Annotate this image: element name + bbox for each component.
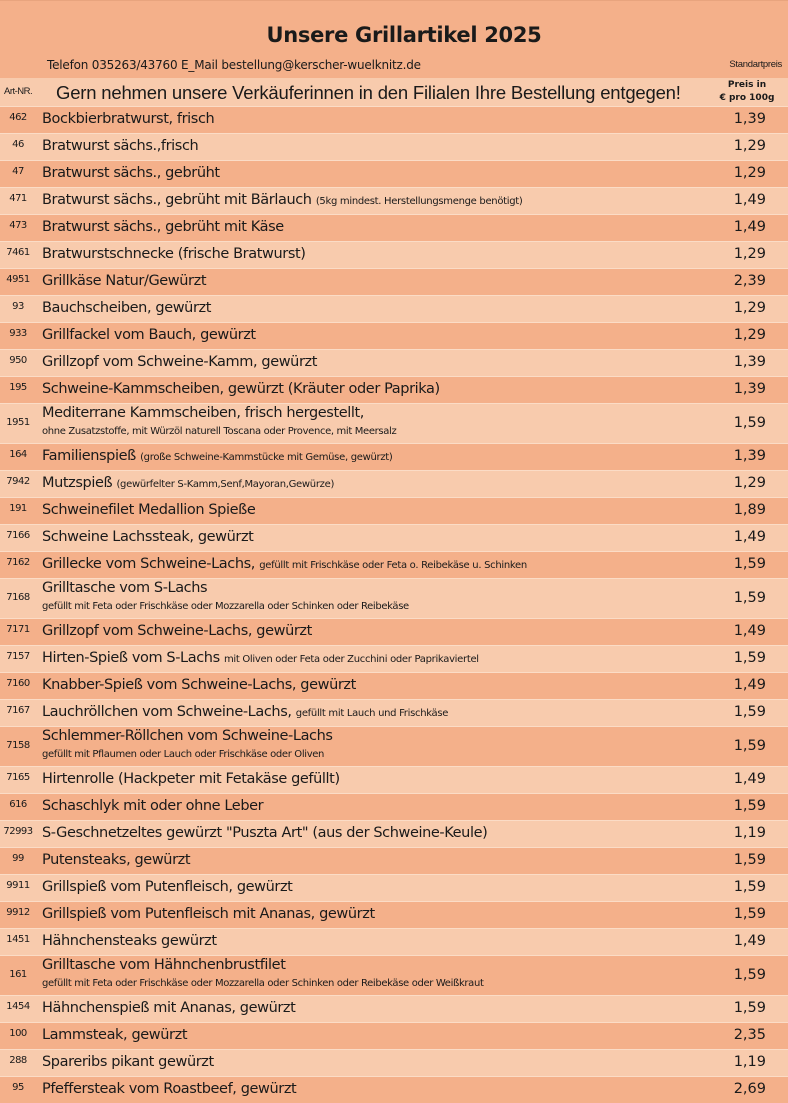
- table-row: [0, 470, 788, 497]
- item-price: 2,35: [733, 1027, 766, 1043]
- sheet-header: [0, 0, 788, 78]
- item-name: Spareribs pikant gewürzt: [42, 1054, 214, 1070]
- table-row: [0, 524, 788, 551]
- article-number: 47: [12, 166, 24, 177]
- item-name: Bratwurst sächs., gebrüht mit Bärlauch: [42, 192, 316, 208]
- article-number: 7160: [6, 678, 30, 689]
- item-description: [42, 704, 448, 720]
- item-price: 1,59: [733, 590, 766, 606]
- item-price: 2,69: [733, 1081, 766, 1097]
- item-description: [42, 556, 527, 572]
- item-price: 1,59: [733, 852, 766, 868]
- item-note: gefüllt mit Frischkäse oder Feta o. Reibekäse u. Schinken: [259, 560, 527, 571]
- item-description: [42, 529, 253, 545]
- article-number: 473: [9, 220, 27, 231]
- item-price: 1,29: [733, 165, 766, 181]
- item-description: [42, 354, 317, 370]
- table-row: [0, 699, 788, 726]
- item-price: 1,49: [733, 933, 766, 949]
- article-number: 1454: [6, 1001, 30, 1012]
- article-number: 7157: [6, 651, 30, 662]
- item-name: Grilltasche vom S-Lachs: [42, 580, 208, 596]
- item-description: [42, 879, 292, 895]
- item-name: Grillzopf vom Schweine-Lachs, gewürzt: [42, 623, 312, 639]
- item-description: [42, 728, 333, 744]
- item-name: Grillfackel vom Bauch, gewürzt: [42, 327, 256, 343]
- page-title: Unsere Grillartikel 2025: [266, 23, 542, 47]
- item-description: [42, 381, 440, 397]
- table-row: [0, 349, 788, 376]
- item-name: Hähnchensteaks gewürzt: [42, 933, 217, 949]
- item-name: Bratwurst sächs.,frisch: [42, 138, 199, 154]
- price-header-line1: Preis in: [727, 80, 767, 90]
- item-price: 1,59: [733, 798, 766, 814]
- item-name: Schweinefilet Medallion Spieße: [42, 502, 256, 518]
- item-description: [42, 1054, 214, 1070]
- table-row: [0, 618, 788, 645]
- table-row: [0, 901, 788, 928]
- item-description: [42, 825, 487, 841]
- article-number: 7162: [6, 557, 30, 568]
- table-row: [0, 820, 788, 847]
- item-description: [42, 165, 220, 181]
- table-row: [0, 1076, 788, 1103]
- item-price: 1,59: [733, 879, 766, 895]
- article-number: 950: [9, 355, 27, 366]
- article-number: 93: [12, 301, 24, 312]
- table-row: [0, 214, 788, 241]
- article-number: 7461: [6, 247, 30, 258]
- table-row: [0, 376, 788, 403]
- item-name: Grillspieß vom Putenfleisch mit Ananas, gewürzt: [42, 906, 375, 922]
- item-price: 1,59: [733, 415, 766, 431]
- item-price: 1,29: [733, 475, 766, 491]
- item-name: S-Geschnetzeltes gewürzt "Puszta Art" (aus der Schweine-Keule): [42, 825, 488, 841]
- article-number: 72993: [3, 826, 33, 837]
- table-row: [0, 160, 788, 187]
- table-row: [0, 133, 788, 160]
- item-description: [42, 933, 217, 949]
- table-row: [0, 106, 788, 133]
- item-note: mit Oliven oder Feta oder Zucchini oder Paprikaviertel: [223, 654, 479, 665]
- item-subtext: ohne Zusatzstoffe, mit Würzöl naturell Toscana oder Provence, mit Meersalz: [42, 426, 397, 437]
- column-header-row: [0, 78, 788, 106]
- item-price: 1,39: [733, 381, 766, 397]
- article-number: 288: [9, 1055, 27, 1066]
- table-row: [0, 1049, 788, 1076]
- item-description: [42, 405, 364, 421]
- item-note: (5kg mindest. Herstellungsmenge benötigt): [315, 196, 523, 207]
- table-row: [0, 578, 788, 618]
- table-row: [0, 295, 788, 322]
- item-note: (gewürfelter S-Kamm,Senf,Mayoran,Gewürze): [116, 479, 335, 490]
- item-description: [42, 327, 256, 343]
- table-row: [0, 268, 788, 295]
- item-description: [42, 1027, 187, 1043]
- price-header-line2: € pro 100g: [719, 93, 775, 103]
- article-number: 7166: [6, 530, 30, 541]
- item-description: [42, 798, 263, 814]
- table-row: [0, 403, 788, 443]
- standard-price-label: Standartpreis: [729, 59, 782, 70]
- item-price: 1,19: [733, 825, 766, 841]
- item-price: 1,49: [733, 771, 766, 787]
- item-price: 1,19: [733, 1054, 766, 1070]
- article-number: 99: [12, 853, 24, 864]
- table-row: [0, 1022, 788, 1049]
- item-description: [42, 650, 479, 666]
- item-name: Bratwurst sächs., gebrüht mit Käse: [42, 219, 284, 235]
- table-row: [0, 766, 788, 793]
- article-number: 462: [9, 112, 27, 123]
- article-number: 7171: [6, 624, 30, 635]
- item-price: 1,59: [733, 967, 766, 983]
- item-name: Lammsteak, gewürzt: [42, 1027, 188, 1043]
- item-name: Schaschlyk mit oder ohne Leber: [42, 798, 264, 814]
- item-price: 1,49: [733, 192, 766, 208]
- table-row: [0, 874, 788, 901]
- table-row: [0, 241, 788, 268]
- item-price: 1,29: [733, 138, 766, 154]
- item-price: 1,59: [733, 556, 766, 572]
- article-number: 164: [9, 449, 27, 460]
- item-name: Schlemmer-Röllchen vom Schweine-Lachs: [42, 728, 333, 744]
- item-description: [42, 448, 393, 464]
- item-name: Grillzopf vom Schweine-Kamm, gewürzt: [42, 354, 318, 370]
- item-name: Bratwurst sächs., gebrüht: [42, 165, 220, 181]
- item-price: 2,39: [733, 273, 766, 289]
- item-description: [42, 1000, 295, 1016]
- article-number: 933: [9, 328, 27, 339]
- table-row: [0, 847, 788, 874]
- table-row: [0, 645, 788, 672]
- item-price: 1,49: [733, 623, 766, 639]
- item-name: Hähnchenspieß mit Ananas, gewürzt: [42, 1000, 296, 1016]
- table-row: [0, 995, 788, 1022]
- art-nr-header: Art-NR.: [4, 86, 33, 97]
- item-price: 1,59: [733, 650, 766, 666]
- item-description: [42, 580, 207, 596]
- article-number: 7167: [6, 705, 30, 716]
- item-description: [42, 852, 190, 868]
- item-price: 1,89: [733, 502, 766, 518]
- article-number: 7942: [6, 476, 30, 487]
- item-name: Hirtenrolle (Hackpeter mit Fetakäse gefüllt): [42, 771, 340, 787]
- item-table: [0, 106, 788, 1103]
- item-description: [42, 246, 306, 262]
- article-number: 4951: [6, 274, 30, 285]
- article-number: 7165: [6, 772, 30, 783]
- order-message: Gern nehmen unsere Verkäuferinnen in den Filialen Ihre Bestellung entgegen!: [56, 82, 681, 103]
- item-description: [42, 475, 334, 491]
- table-row: [0, 672, 788, 699]
- article-number: 100: [9, 1028, 27, 1039]
- item-name: Knabber-Spieß vom Schweine-Lachs, gewürzt: [42, 677, 356, 693]
- item-name: Grillecke vom Schweine-Lachs,: [42, 556, 260, 572]
- item-description: [42, 192, 523, 208]
- item-description: [42, 1081, 296, 1097]
- item-name: Grillkäse Natur/Gewürzt: [42, 273, 207, 289]
- item-price: 1,59: [733, 704, 766, 720]
- item-note: (große Schweine-Kammstücke mit Gemüse, gewürzt): [140, 452, 393, 463]
- item-subtext: gefüllt mit Feta oder Frischkäse oder Mozzarella oder Schinken oder Reibekäse oder Weißkraut: [42, 978, 484, 989]
- item-name: Mediterrane Kammscheiben, frisch hergestellt,: [42, 405, 365, 421]
- item-price: 1,49: [733, 219, 766, 235]
- table-row: [0, 551, 788, 578]
- item-name: Pfeffersteak vom Roastbeef, gewürzt: [42, 1081, 297, 1097]
- item-name: Grillspieß vom Putenfleisch, gewürzt: [42, 879, 293, 895]
- item-name: Hirten-Spieß vom S-Lachs: [42, 650, 224, 666]
- article-number: 1451: [6, 934, 30, 945]
- article-number: 1951: [6, 417, 30, 428]
- table-row: [0, 793, 788, 820]
- item-name: Grilltasche vom Hähnchenbrustfilet: [42, 957, 286, 973]
- item-name: Bockbierbratwurst, frisch: [42, 111, 215, 127]
- item-description: [42, 906, 375, 922]
- item-name: Bratwurstschnecke (frische Bratwurst): [42, 246, 306, 262]
- table-row: [0, 322, 788, 349]
- item-name: Mutzspieß: [42, 475, 117, 491]
- item-name: Putensteaks, gewürzt: [42, 852, 191, 868]
- item-price: 1,49: [733, 529, 766, 545]
- item-price: 1,59: [733, 738, 766, 754]
- item-name: Schweine Lachssteak, gewürzt: [42, 529, 254, 545]
- item-price: 1,49: [733, 677, 766, 693]
- article-number: 9912: [6, 907, 30, 918]
- article-number: 471: [9, 193, 27, 204]
- item-description: [42, 219, 284, 235]
- item-price: 1,29: [733, 327, 766, 343]
- article-number: 195: [9, 382, 27, 393]
- table-row: [0, 955, 788, 995]
- item-description: [42, 502, 255, 518]
- item-price: 1,59: [733, 1000, 766, 1016]
- item-price: 1,39: [733, 448, 766, 464]
- article-number: 7168: [6, 592, 30, 603]
- table-row: [0, 726, 788, 766]
- item-name: Bauchscheiben, gewürzt: [42, 300, 212, 316]
- article-number: 46: [12, 139, 24, 150]
- article-number: 616: [9, 799, 27, 810]
- table-row: [0, 928, 788, 955]
- item-name: Lauchröllchen vom Schweine-Lachs,: [42, 704, 296, 720]
- item-description: [42, 273, 206, 289]
- item-price: 1,39: [733, 111, 766, 127]
- item-name: Familienspieß: [42, 448, 141, 464]
- price-header: [718, 79, 776, 105]
- article-number: 95: [12, 1082, 24, 1093]
- article-number: 191: [9, 503, 27, 514]
- item-description: [42, 138, 198, 154]
- item-subtext: gefüllt mit Feta oder Frischkäse oder Mozzarella oder Schinken oder Reibekäse: [42, 601, 409, 612]
- item-description: [42, 111, 214, 127]
- item-description: [42, 957, 286, 973]
- item-name: Schweine-Kammscheiben, gewürzt (Kräuter oder Paprika): [42, 381, 440, 397]
- item-description: [42, 677, 356, 693]
- item-price: 1,39: [733, 354, 766, 370]
- item-price: 1,59: [733, 906, 766, 922]
- table-row: [0, 443, 788, 470]
- article-number: 9911: [6, 880, 30, 891]
- item-description: [42, 771, 340, 787]
- item-description: [42, 300, 211, 316]
- table-row: [0, 497, 788, 524]
- table-row: [0, 187, 788, 214]
- item-subtext: gefüllt mit Pflaumen oder Lauch oder Frischkäse oder Oliven: [42, 749, 325, 760]
- article-number: 161: [9, 969, 27, 980]
- item-price: 1,29: [733, 300, 766, 316]
- contact-info: Telefon 035263/43760 E_Mail bestellung@kerscher-wuelknitz.de: [47, 58, 421, 72]
- item-price: 1,29: [733, 246, 766, 262]
- item-description: [42, 623, 312, 639]
- article-number: 7158: [6, 740, 30, 751]
- item-note: gefüllt mit Lauch und Frischkäse: [295, 708, 449, 719]
